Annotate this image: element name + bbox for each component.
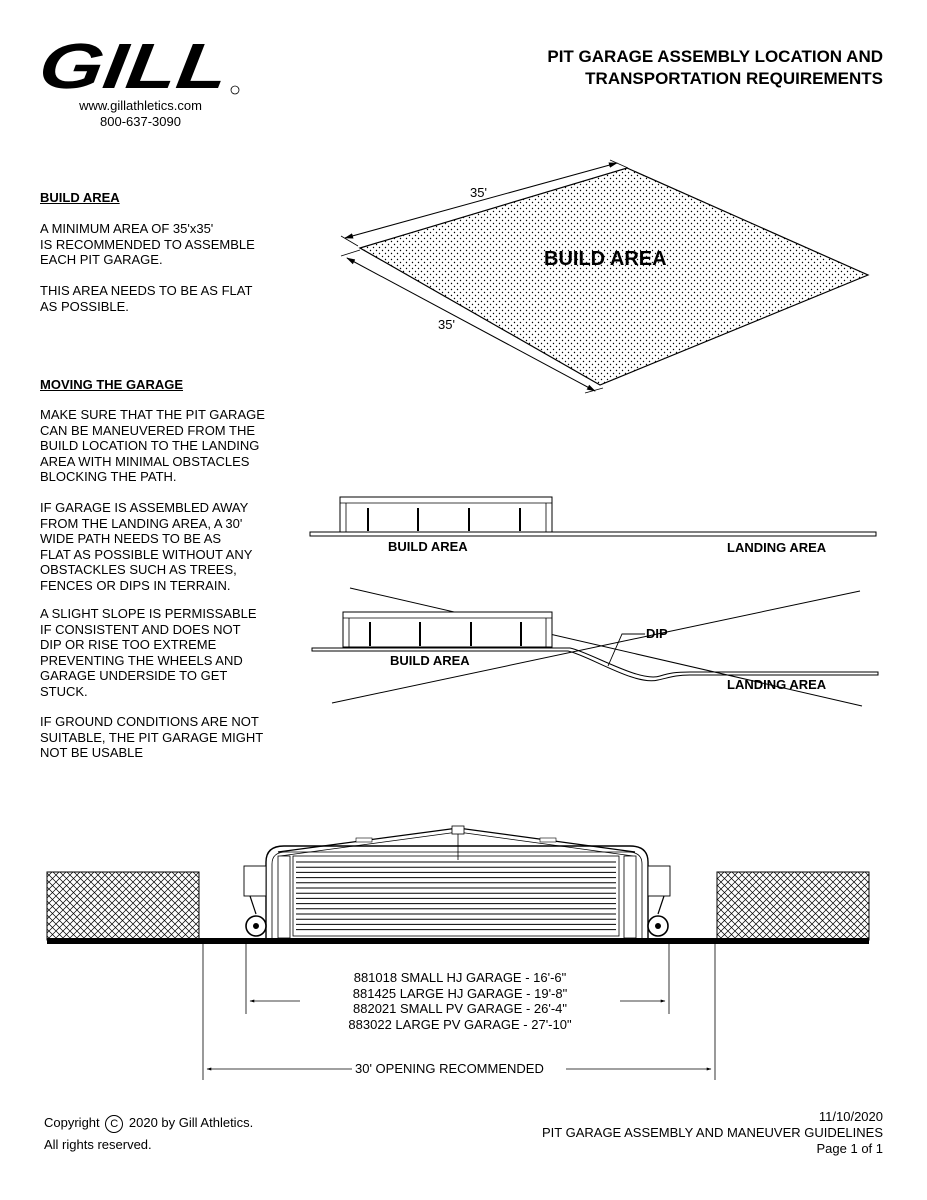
ground-bar: [47, 938, 869, 944]
garage-size-item: 882021 SMALL PV GARAGE - 26'-4": [353, 1001, 567, 1016]
garage-front-view: [244, 826, 670, 938]
website-text: www.gillathletics.com: [79, 98, 202, 113]
dimension-label-left: 35': [438, 317, 455, 332]
flat-build-label: BUILD AREA: [388, 539, 468, 554]
dip-landing-label: LANDING AREA: [727, 677, 827, 692]
ground-line-flat: [310, 532, 876, 536]
moving-para-4: IF GROUND CONDITIONS ARE NOT SUITABLE, THE PIT GARAGE MIGHT NOT BE USABLE: [40, 714, 264, 760]
build-area-diagram: [341, 160, 868, 393]
build-area-para-2: THIS AREA NEEDS TO BE AS FLAT AS POSSIBLE.: [40, 283, 253, 314]
dip-leader: [608, 634, 645, 666]
garage-side-view-1: [340, 497, 552, 532]
wheel-left: [244, 866, 266, 936]
copyright-symbol: C: [105, 1115, 123, 1133]
moving-para-2: IF GARAGE IS ASSEMBLED AWAY FROM THE LANDING AREA, A 30' WIDE PATH NEEDS TO BE AS FLAT AS POSSIBLE WITHOUT ANY OBSTACKLES SUCH AS TREES, FENCES OR DIPS IN TERRAIN.: [40, 500, 253, 593]
flat-path-diagram: [310, 497, 876, 536]
garage-size-item: 881018 SMALL HJ GARAGE - 16'-6": [353, 970, 567, 985]
wheel-right: [648, 866, 670, 936]
footer-doc-title: PIT GARAGE ASSEMBLY AND MANEUVER GUIDELINES: [542, 1125, 883, 1140]
footer-date: 11/10/2020: [818, 1109, 883, 1124]
title-line-2: TRANSPORTATION REQUIREMENTS: [585, 69, 883, 88]
svg-text:GILL: GILL: [34, 30, 191, 102]
fence-left: [47, 872, 199, 940]
garage-size-item: 883022 LARGE PV GARAGE - 27'-10": [348, 1016, 572, 1032]
build-area-shape: [360, 168, 868, 385]
garage-side-view-2: [343, 612, 552, 647]
front-view-diagram: [47, 826, 869, 1080]
moving-para-1: MAKE SURE THAT THE PIT GARAGE CAN BE MANEUVERED FROM THE BUILD LOCATION TO THE LANDING AREA WITH MINIMAL OBSTACLES BLOCKING THE PATH.: [40, 407, 265, 484]
garage-size-list: [300, 970, 620, 1032]
garage-size-item: 881425 LARGE HJ GARAGE - 19'-8": [352, 985, 568, 1001]
dimension-label-top: 35': [470, 185, 487, 200]
gill-logo: [34, 30, 243, 102]
phone-text: 800-637-3090: [100, 114, 181, 129]
copyright-text: 2020 by Gill Athletics.: [128, 1115, 254, 1130]
build-area-para-1: A MINIMUM AREA OF 35'x35' IS RECOMMENDED TO ASSEMBLE EACH PIT GARAGE.: [40, 221, 255, 267]
moving-heading: MOVING THE GARAGE: [40, 377, 184, 392]
moving-para-3: A SLIGHT SLOPE IS PERMISSABLE IF CONSISTENT AND DOES NOT DIP OR RISE TOO EXTREME PREVENTING THE WHEELS AND GARAGE UNDERSIDE TO GET STUCK.: [40, 606, 257, 699]
opening-label: 30' OPENING RECOMMENDED: [355, 1061, 544, 1076]
build-area-label: BUILD AREA: [544, 248, 667, 270]
fence-right: [717, 872, 869, 940]
rights-text: All rights reserved.: [44, 1137, 152, 1152]
copyright-prefix: Copyright: [44, 1115, 100, 1130]
footer-right: [542, 1109, 883, 1157]
dip-label: DIP: [646, 626, 668, 641]
flat-landing-label: LANDING AREA: [727, 540, 827, 555]
footer-page: Page 1 of 1: [816, 1141, 883, 1156]
title-line-1: PIT GARAGE ASSEMBLY LOCATION AND: [547, 47, 883, 66]
copyright-line: [44, 1115, 253, 1133]
build-area-heading: BUILD AREA: [40, 190, 120, 205]
dip-build-label: BUILD AREA: [390, 653, 470, 668]
page-title: [547, 46, 883, 90]
